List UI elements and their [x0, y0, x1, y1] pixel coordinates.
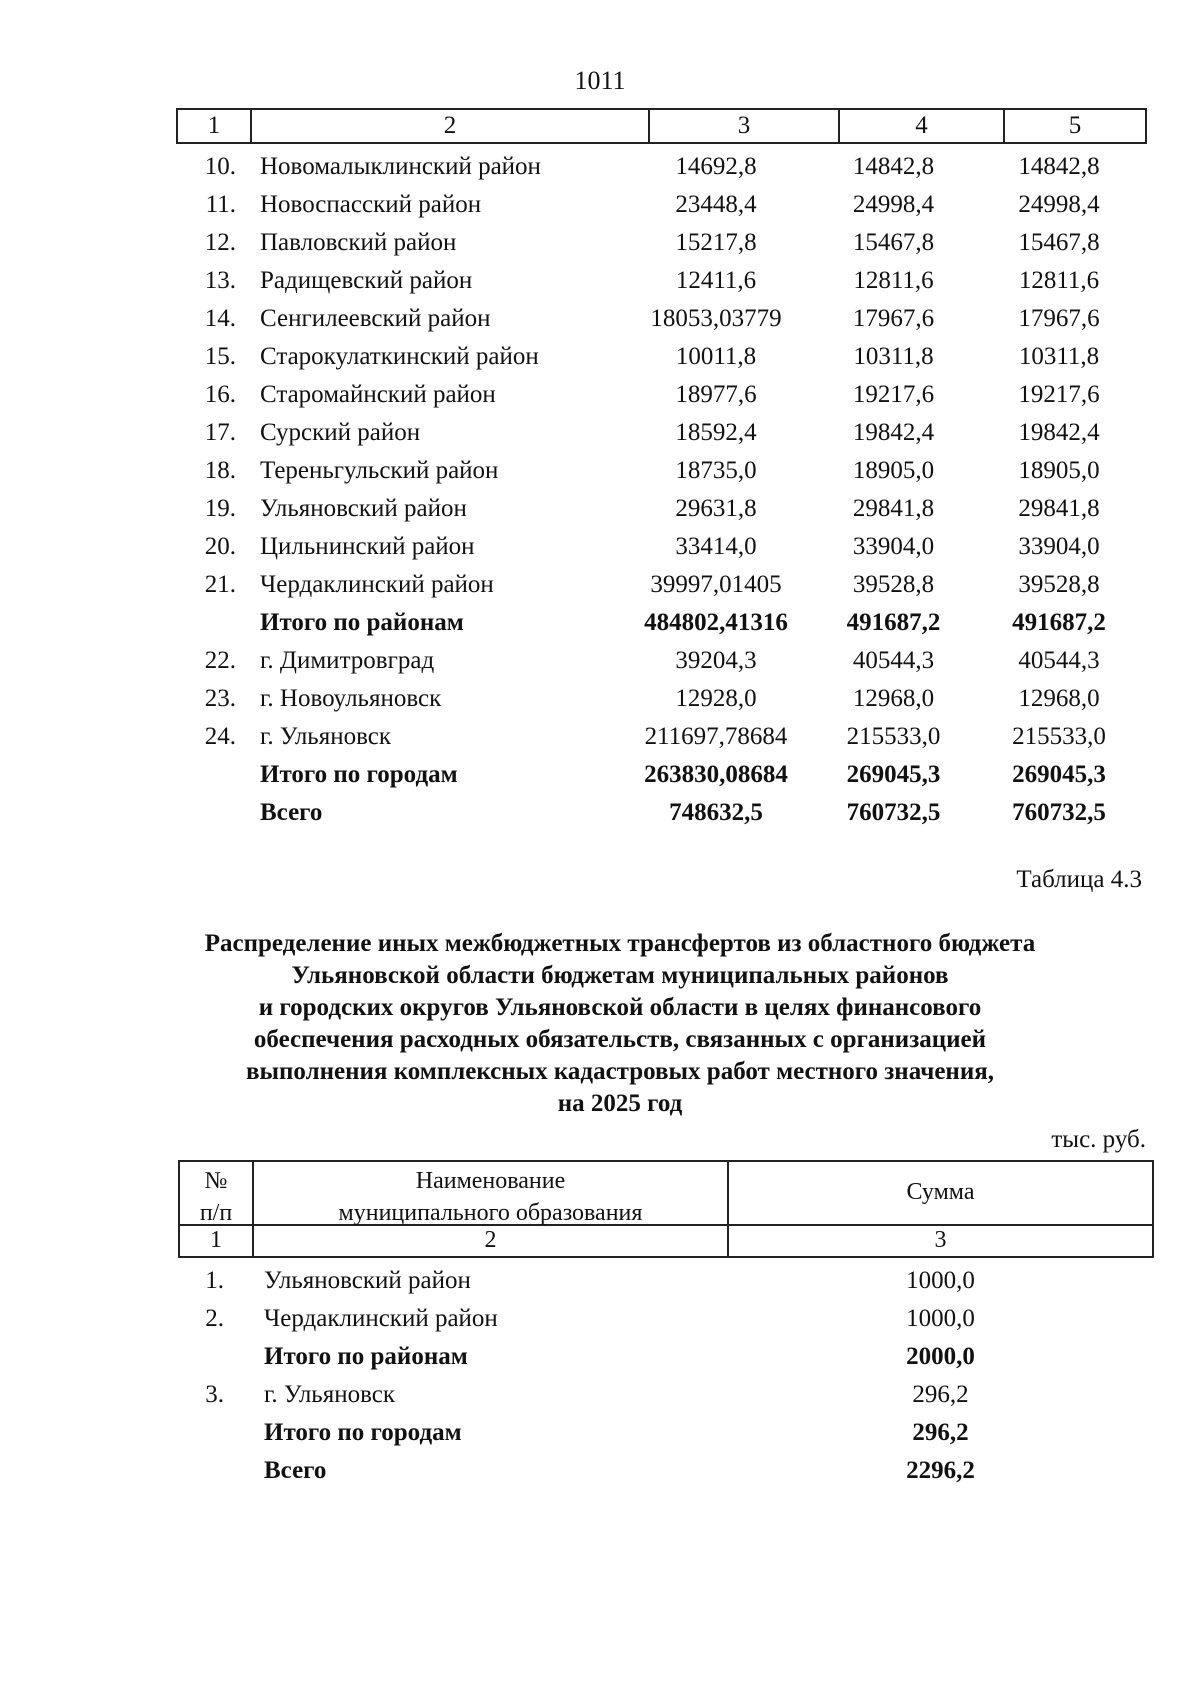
row-value-col4: 760732,5: [846, 799, 941, 826]
row-value-col5: 15467,8: [1018, 229, 1100, 256]
table1-header-col1: 1: [178, 110, 252, 142]
row-value-col3: 39204,3: [675, 647, 757, 674]
row-value-col5: 269045,3: [1012, 761, 1106, 788]
row-value-col4: 10311,8: [853, 343, 934, 370]
table2-row: [178, 1300, 1154, 1338]
header-name-label-sub: муниципального образования: [338, 1200, 643, 1226]
row-value-col5: 33904,0: [1018, 533, 1100, 560]
row-value-col5: 19842,4: [1018, 419, 1100, 446]
row-name: Новоспасский район: [260, 191, 482, 218]
row-value-col3: 29631,8: [675, 495, 757, 522]
row-value-col5: 29841,8: [1018, 495, 1100, 522]
row-number: 10.: [204, 153, 236, 180]
row-name: Сурский район: [260, 419, 421, 446]
row-value-col3: 10011,8: [675, 343, 757, 370]
row-value-col4: 19842,4: [852, 419, 935, 446]
row-number: 3.: [205, 1381, 224, 1408]
table1-row: [176, 642, 1147, 680]
row-number: 1.: [205, 1267, 224, 1294]
row-value-col3: 484802,41316: [644, 609, 788, 636]
row-value-col5: 12811,6: [1018, 267, 1100, 294]
table2-total-row: [178, 1338, 1154, 1376]
row-name: Итого по районам: [260, 609, 464, 636]
row-value-col5: 17967,6: [1018, 305, 1100, 332]
table1-row: [176, 680, 1147, 718]
table1-row: [176, 224, 1147, 262]
row-value-col4: 40544,3: [852, 647, 935, 674]
table1-total-row: [176, 794, 1147, 832]
row-value-col4: 215533,0: [846, 723, 941, 750]
row-value-col5: 10311,8: [1018, 343, 1100, 370]
table2-row: [178, 1376, 1154, 1414]
row-name: Павловский район: [260, 229, 457, 256]
title-line: на 2025 год: [557, 1090, 683, 1117]
header-colnum-3: 3: [934, 1227, 947, 1253]
row-name: Итого по районам: [264, 1343, 468, 1370]
row-name: Цильнинский район: [260, 533, 475, 560]
table-caption: Таблица 4.3: [1016, 866, 1142, 893]
row-number: 12.: [204, 229, 236, 256]
row-number: 22.: [204, 647, 236, 674]
row-name: Новомалыклинский район: [260, 153, 541, 180]
row-number: 15.: [204, 343, 236, 370]
header-name-column: [254, 1162, 729, 1224]
row-name: Итого по городам: [264, 1419, 462, 1446]
table1-header-col5: 5: [1068, 112, 1082, 139]
table-title: [100, 928, 1140, 1120]
row-name: Радищевский район: [260, 267, 473, 294]
row-value-col4: 19217,6: [852, 381, 935, 408]
table1-header-col2: 2: [252, 110, 650, 142]
row-value-col5: 14842,8: [1018, 153, 1100, 180]
row-value-col3: 263830,08684: [644, 761, 788, 788]
table2-body: [178, 1262, 1154, 1490]
row-value-col5: 24998,4: [1018, 191, 1100, 218]
row-value-col3: 12411,6: [675, 267, 757, 294]
row-name: Ульяновский район: [264, 1267, 471, 1294]
row-name: Старомайнский район: [260, 381, 496, 408]
title-line: обеспечения расходных обязательств, связанных с организацией: [253, 1026, 987, 1053]
row-name: Старокулаткинский район: [260, 343, 539, 370]
row-value-col4: 12811,6: [853, 267, 934, 294]
row-name: Ульяновский район: [260, 495, 467, 522]
table1-row: [176, 376, 1147, 414]
row-sum: 1000,0: [906, 1305, 975, 1332]
row-value-col4: 33904,0: [852, 533, 935, 560]
table1-body: [176, 148, 1147, 832]
row-value-col5: 19217,6: [1018, 381, 1100, 408]
row-value-col5: 215533,0: [1012, 723, 1106, 750]
row-sum: 296,2: [912, 1419, 969, 1446]
row-value-col3: 18592,4: [675, 419, 757, 446]
row-value-col3: 211697,78684: [644, 723, 788, 750]
row-number: 21.: [204, 571, 236, 598]
table1-row: [176, 262, 1147, 300]
table1-row: [176, 186, 1147, 224]
table1-total-row: [176, 604, 1147, 642]
row-number: 23.: [204, 685, 236, 712]
row-name: г. Новоульяновск: [260, 685, 442, 712]
table1-header-row: [176, 108, 1147, 144]
row-name: Итого по городам: [260, 761, 458, 788]
row-sum: 2000,0: [906, 1343, 975, 1370]
row-value-col3: 23448,4: [675, 191, 757, 218]
table1-row: [176, 528, 1147, 566]
row-value-col4: 269045,3: [846, 761, 941, 788]
table1-row: [176, 414, 1147, 452]
row-value-col3: 39997,01405: [650, 571, 782, 598]
table1-header-col3: 3: [650, 110, 840, 142]
row-number: 14.: [204, 305, 236, 332]
title-line: и городских округов Ульяновской области в целях финансового: [258, 994, 982, 1021]
row-value-col5: 760732,5: [1012, 799, 1106, 826]
row-name: г. Димитровград: [260, 647, 435, 674]
row-value-col3: 18977,6: [675, 381, 757, 408]
table1-header-col4: 4: [840, 110, 1005, 142]
row-name: Всего: [260, 799, 323, 826]
row-name: Чердаклинский район: [264, 1305, 498, 1332]
header-colnum-2: 2: [254, 1226, 729, 1256]
table1-row: [176, 338, 1147, 376]
row-value-col5: 39528,8: [1018, 571, 1100, 598]
row-value-col4: 17967,6: [852, 305, 935, 332]
header-sum-label: Сумма: [906, 1179, 975, 1205]
row-name: г. Ульяновск: [264, 1381, 395, 1408]
header-number-label-sub: п/п: [199, 1200, 233, 1226]
row-value-col5: 12968,0: [1018, 685, 1100, 712]
row-value-col4: 29841,8: [852, 495, 935, 522]
title-line: выполнения комплексных кадастровых работ местного значения,: [245, 1058, 994, 1085]
units-label: тыс. руб.: [1051, 1126, 1146, 1153]
row-value-col3: 748632,5: [669, 799, 763, 826]
header-name-label: Наименование: [415, 1168, 566, 1194]
row-value-col4: 12968,0: [852, 685, 935, 712]
table1-row: [176, 566, 1147, 604]
table1-row: [176, 300, 1147, 338]
header-number-label: №: [204, 1168, 228, 1194]
row-sum: 2296,2: [906, 1457, 975, 1484]
row-value-col4: 39528,8: [852, 571, 935, 598]
row-value-col4: 15467,8: [852, 229, 935, 256]
row-value-col5: 491687,2: [1012, 609, 1106, 636]
row-value-col3: 15217,8: [675, 229, 757, 256]
row-value-col5: 40544,3: [1018, 647, 1100, 674]
row-name: Чердаклинский район: [260, 571, 494, 598]
table2-total-row: [178, 1414, 1154, 1452]
row-value-col3: 14692,8: [675, 153, 757, 180]
row-number: 13.: [204, 267, 236, 294]
row-number: 11.: [205, 191, 236, 218]
row-value-col4: 491687,2: [846, 609, 941, 636]
row-value-col5: 18905,0: [1018, 457, 1100, 484]
table1-row: [176, 148, 1147, 186]
row-name: Всего: [264, 1457, 327, 1484]
table2-row: [178, 1262, 1154, 1300]
page-number: 1011: [574, 66, 626, 95]
row-name: г. Ульяновск: [260, 723, 391, 750]
table1-row: [176, 490, 1147, 528]
row-value-col4: 14842,8: [852, 153, 935, 180]
row-name: Сенгилеевский район: [260, 305, 491, 332]
title-line: Распределение иных межбюджетных трансфертов из областного бюджета: [204, 930, 1036, 957]
row-number: 19.: [204, 495, 236, 522]
row-number: 20.: [204, 533, 236, 560]
row-value-col3: 18735,0: [675, 457, 757, 484]
row-sum: 1000,0: [906, 1267, 975, 1294]
row-value-col3: 12928,0: [675, 685, 757, 712]
table2-total-row: [178, 1452, 1154, 1490]
row-sum: 296,2: [912, 1381, 969, 1408]
row-number: 17.: [204, 419, 236, 446]
row-value-col4: 18905,0: [852, 457, 935, 484]
row-number: 18.: [204, 457, 236, 484]
table2-header: [178, 1160, 1154, 1258]
header-number-column: [180, 1162, 254, 1224]
row-number: 16.: [204, 381, 236, 408]
title-line: Ульяновской области бюджетам муниципальных районов: [291, 962, 949, 989]
table1-row: [176, 718, 1147, 756]
row-value-col3: 33414,0: [675, 533, 757, 560]
table1-row: [176, 452, 1147, 490]
row-value-col4: 24998,4: [852, 191, 935, 218]
row-name: Тереньгульский район: [260, 457, 499, 484]
header-colnum-1: 1: [180, 1226, 254, 1256]
table1-total-row: [176, 756, 1147, 794]
row-number: 24.: [204, 723, 236, 750]
row-value-col3: 18053,03779: [650, 305, 782, 332]
row-number: 2.: [205, 1305, 224, 1332]
